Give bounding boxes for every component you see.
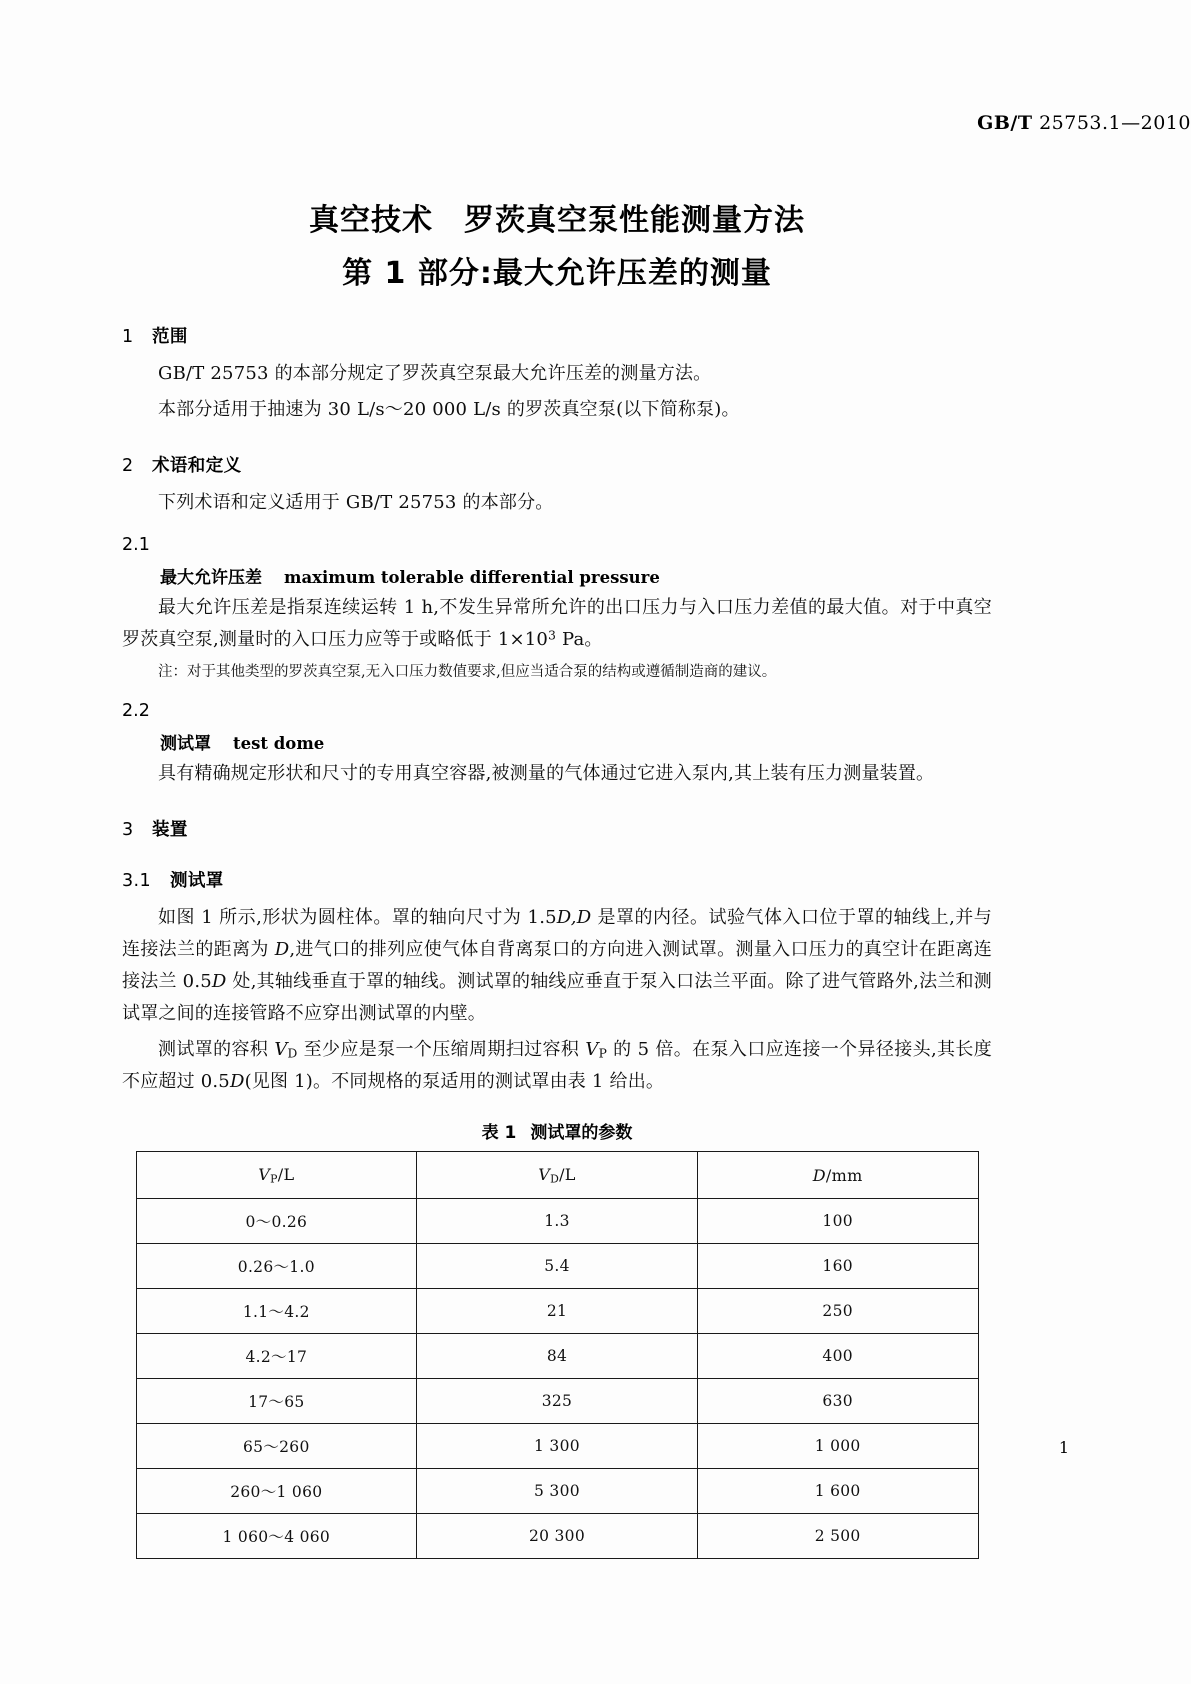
p1-seg-b: D,D xyxy=(556,906,592,928)
cell-vp: 0～0.26 xyxy=(136,1199,417,1244)
table-row xyxy=(136,1289,978,1334)
standard-prefix: GB/T xyxy=(977,112,1033,134)
p2-seg-b: 至少应是泵一个压缩周期扫过容积 xyxy=(297,1038,586,1060)
clause-1-paragraph-2: 本部分适用于抽速为 30 L/s～20 000 L/s 的罗茨真空泵(以下简称泵)。 xyxy=(158,399,740,421)
term-entry-2-1 xyxy=(160,563,992,588)
subclause-3-1-title: 测试罩 xyxy=(170,870,224,891)
p1-seg-g: 处,其轴线垂直于罩的轴线。测试罩的轴线应垂直于泵入口法兰平面。除了进气管路外,法兰和测试罩之间的连接管路不应穿出测试罩的内壁。 xyxy=(122,970,992,1024)
cell-d: 100 xyxy=(697,1199,978,1244)
symbol-vp: V xyxy=(585,1038,599,1060)
subclause-number-2-2: 2.2 xyxy=(122,700,150,721)
p2-seg-e: (见图 1)。不同规格的泵适用的测试罩由表 1 给出。 xyxy=(244,1070,665,1092)
term-english-2-1: maximum tolerable differential pressure xyxy=(284,568,660,588)
column-header-vp xyxy=(136,1152,417,1199)
column-header-vd-symbol: V xyxy=(538,1164,551,1184)
clause-1-title: 范围 xyxy=(152,327,188,347)
table-row xyxy=(136,1514,978,1559)
clause-3-number: 3 xyxy=(122,819,134,840)
cell-vd: 1.3 xyxy=(417,1199,698,1244)
page-number: 1 xyxy=(1058,1438,1069,1457)
p1-seg-d: D xyxy=(274,938,290,960)
cell-d: 1 000 xyxy=(697,1424,978,1469)
cell-d: 400 xyxy=(697,1334,978,1379)
clause-1-paragraph-1: GB/T 25753 的本部分规定了罗茨真空泵最大允许压差的测量方法。 xyxy=(158,363,712,384)
title-line-2: 第 1 部分:最大允许压差的测量 xyxy=(342,255,772,291)
cell-vd: 1 300 xyxy=(417,1424,698,1469)
column-header-d-symbol: D xyxy=(812,1165,826,1185)
term-entry-2-2 xyxy=(160,729,992,754)
subclause-2-1-exponent: 3 xyxy=(548,628,557,643)
subclause-2-2-body: 具有精确规定形状和尺寸的专用真空容器,被测量的气体通过它进入泵内,其上装有压力测量装置。 xyxy=(158,762,935,784)
column-header-vd-sub: D xyxy=(550,1172,560,1186)
term-chinese-2-1: 最大允许压差 xyxy=(160,568,262,589)
p1-seg-e: ,进气口的排列应使气体自背离泵口的方向进入测试罩。测量入口压力的真空计在距离连接法兰 0.5 xyxy=(122,938,992,992)
cell-vd: 5.4 xyxy=(417,1244,698,1289)
subclause-2-1-body xyxy=(122,592,992,656)
page-title xyxy=(122,198,992,297)
table-row xyxy=(136,1469,978,1514)
cell-d: 250 xyxy=(697,1289,978,1334)
cell-d: 630 xyxy=(697,1379,978,1424)
subclause-3-1-number: 3.1 xyxy=(122,870,152,891)
table-caption-label: 表 1 xyxy=(481,1123,517,1144)
cell-vp: 4.2～17 xyxy=(136,1334,417,1379)
subclause-2-1-note: 注：对于其他类型的罗茨真空泵,无入口压力数值要求,但应当适合泵的结构或遵循制造商的建议。 xyxy=(158,664,777,681)
p1-seg-f: D xyxy=(211,970,227,992)
subclause-heading-3-1 xyxy=(122,867,992,892)
clause-2-intro: 下列术语和定义适用于 GB/T 25753 的本部分。 xyxy=(158,492,554,514)
table-row xyxy=(136,1199,978,1244)
symbol-vd: V xyxy=(274,1038,288,1060)
cell-vd: 21 xyxy=(417,1289,698,1334)
cell-d: 2 500 xyxy=(697,1514,978,1559)
cell-vd: 325 xyxy=(417,1379,698,1424)
column-header-d-unit: /mm xyxy=(825,1165,863,1185)
p1-seg-a: 如图 1 所示,形状为圆柱体。罩的轴向尺寸为 1.5 xyxy=(158,906,557,928)
cell-d: 160 xyxy=(697,1244,978,1289)
table-caption xyxy=(122,1118,992,1143)
cell-vp: 260～1 060 xyxy=(136,1469,417,1514)
table-body xyxy=(136,1199,978,1559)
subclause-3-1-paragraph-1 xyxy=(122,902,992,1030)
table-row xyxy=(136,1379,978,1424)
cell-vd: 20 300 xyxy=(417,1514,698,1559)
subclause-2-1-text-a: 最大允许压差是指泵连续运转 1 h,不发生异常所允许的出口压力与入口压力差值的最大值。对于中真空罗茨真空泵,测量时的入口压力应等于或略低于 1×10 xyxy=(122,597,992,651)
cell-vd: 84 xyxy=(417,1334,698,1379)
cell-vp: 65～260 xyxy=(136,1424,417,1469)
clause-heading-2 xyxy=(122,452,992,477)
symbol-vd-sub: D xyxy=(287,1046,298,1061)
table-row xyxy=(136,1424,978,1469)
table-caption-title: 测试罩的参数 xyxy=(530,1123,633,1144)
column-header-d xyxy=(697,1152,978,1199)
cell-vp: 1.1～4.2 xyxy=(136,1289,417,1334)
cell-vd: 5 300 xyxy=(417,1469,698,1514)
column-header-vp-sub: P xyxy=(270,1172,278,1186)
test-dome-parameters-table xyxy=(136,1151,979,1559)
clause-heading-3 xyxy=(122,816,992,841)
clause-2-title: 术语和定义 xyxy=(152,456,242,477)
clause-heading-1 xyxy=(122,323,992,348)
table-header-row xyxy=(136,1152,978,1199)
term-chinese-2-2: 测试罩 xyxy=(160,733,211,754)
p2-seg-a: 测试罩的容积 xyxy=(158,1038,275,1060)
p1-seg-c: 是罩的内径。试验气体入口位于罩的轴线上,并与连接法兰的距离为 xyxy=(122,906,992,960)
p2-seg-d: D xyxy=(229,1070,245,1092)
symbol-vp-sub: P xyxy=(598,1046,608,1061)
p2-seg-c: 的 5 倍。在泵入口应连接一个异径接头,其长度不应超过 0.5 xyxy=(122,1038,992,1092)
cell-vp: 17～65 xyxy=(136,1379,417,1424)
clause-3-title: 装置 xyxy=(152,819,188,840)
column-header-vp-symbol: V xyxy=(258,1164,271,1184)
column-header-vd xyxy=(417,1152,698,1199)
cell-vp: 1 060～4 060 xyxy=(136,1514,417,1559)
term-english-2-2: test dome xyxy=(233,733,325,753)
column-header-vp-unit: /L xyxy=(277,1164,295,1184)
cell-vp: 0.26～1.0 xyxy=(136,1244,417,1289)
cell-d: 1 600 xyxy=(697,1469,978,1514)
title-line-1: 真空技术 罗茨真空泵性能测量方法 xyxy=(309,203,805,238)
table-row xyxy=(136,1244,978,1289)
column-header-vd-unit: /L xyxy=(559,1164,576,1184)
clause-1-number: 1 xyxy=(122,327,134,347)
subclause-2-1-text-b: Pa。 xyxy=(556,629,603,651)
table-row xyxy=(136,1334,978,1379)
subclause-3-1-paragraph-2 xyxy=(122,1034,992,1098)
clause-2-number: 2 xyxy=(122,456,134,477)
subclause-number-2-1: 2.1 xyxy=(122,535,150,556)
page-content xyxy=(122,0,992,1559)
standard-number: 25753.1—2010 xyxy=(1039,112,1191,134)
